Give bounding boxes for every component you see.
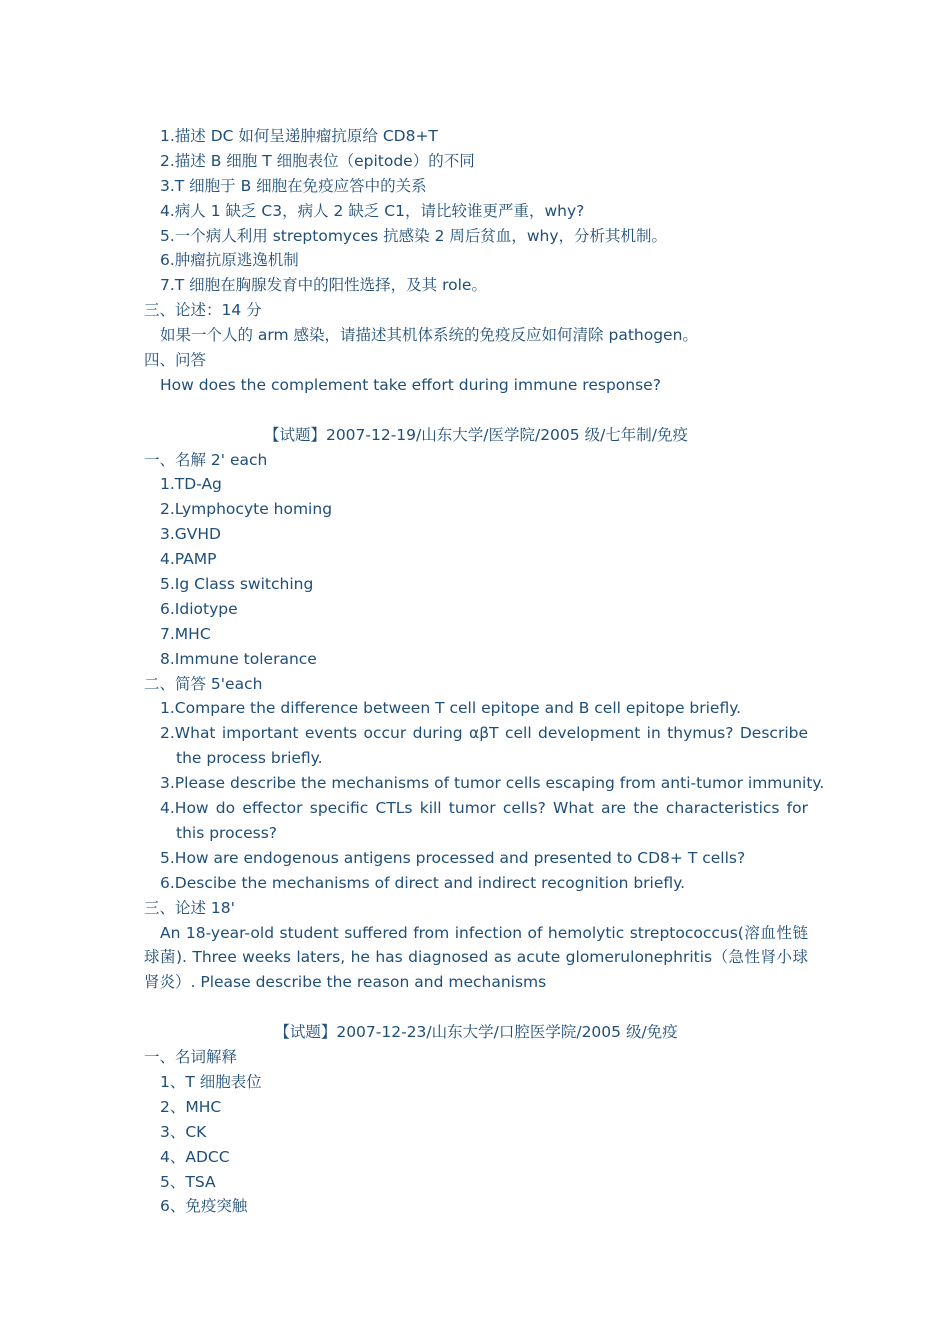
term-item: 1.TD-Ag [160, 475, 222, 494]
short-answer-item: 5.How are endogenous antigens processed and presented to CD8+ T cells? [160, 848, 746, 867]
exam-title: 【试题】2007-12-19/山东大学/医学院/2005 级/七年制/免疫 [263, 425, 689, 444]
short-answer-item: 1.Compare the difference between T cell epitope and B cell epitope briefly. [160, 699, 742, 718]
term-item: 3、CK [160, 1122, 207, 1141]
essay-heading: 三、论述 18' [144, 898, 235, 917]
short-answer-item: 7.T 细胞在胸腺发育中的阳性选择，及其 role。 [160, 276, 487, 295]
term-item: 5、TSA [160, 1172, 216, 1191]
short-answer-item: 2.描述 B 细胞 T 细胞表位（epitode）的不同 [160, 151, 475, 170]
term-item: 2、MHC [160, 1097, 222, 1116]
term-item: 6.Idiotype [160, 599, 238, 618]
spacer [144, 398, 808, 423]
term-item: 2.Lymphocyte homing [160, 500, 333, 519]
short-answer-item: 4.How do effector specific CTLs kill tumor cells? What are the characteristics for this process? [160, 799, 808, 842]
exam-title: 【试题】2007-12-23/山东大学/口腔医学院/2005 级/免疫 [274, 1023, 678, 1042]
document-content [144, 124, 825, 1219]
short-answer-item: 3.T 细胞于 B 细胞在免疫应答中的关系 [160, 176, 427, 195]
term-item: 3.GVHD [160, 525, 221, 544]
term-item: 7.MHC [160, 624, 211, 643]
term-item: 5.Ig Class switching [160, 575, 314, 594]
short-answer-heading: 二、简答 5'each [144, 674, 263, 693]
essay-heading: 三、论述：14 分 [144, 301, 262, 320]
short-answer-item: 4.病人 1 缺乏 C3，病人 2 缺乏 C1，请比较谁更严重，why? [160, 201, 585, 220]
qa-text: How does the complement take effort during immune response? [160, 375, 661, 394]
term-item: 8.Immune tolerance [160, 649, 317, 668]
essay-text: 如果一个人的 arm 感染，请描述其机体系统的免疫反应如何清除 pathogen。 [160, 326, 698, 345]
short-answer-item: 3.Please describe the mechanisms of tumor cells escaping from anti-tumor immunity. [160, 774, 825, 793]
short-answer-item: 6.Descibe the mechanisms of direct and indirect recognition briefly. [160, 873, 686, 892]
term-item: 6、免疫突触 [160, 1197, 248, 1216]
essay-text: An 18-year-old student suffered from infection of hemolytic streptococcus(溶血性链球菌). Three weeks laters, he has diagnosed as acute glomerulonephritis（急性肾小球肾炎）. Please describe the reason and mechanisms [144, 923, 808, 992]
spacer [144, 995, 808, 1020]
term-item: 1、T 细胞表位 [160, 1072, 262, 1091]
short-answer-item: 1.描述 DC 如何呈递肿瘤抗原给 CD8+T [160, 127, 438, 145]
terms-heading: 一、名词解释 [144, 1048, 238, 1067]
term-item: 4、ADCC [160, 1147, 230, 1166]
terms-heading: 一、名解 2' each [144, 450, 268, 469]
short-answer-item: 2.What important events occur during αβT cell development in thymus? Describe the process briefly. [160, 724, 808, 768]
short-answer-item: 6.肿瘤抗原逃逸机制 [160, 251, 299, 270]
term-item: 4.PAMP [160, 550, 217, 569]
qa-heading: 四、问答 [144, 351, 207, 370]
short-answer-item: 5.一个病人利用 streptomyces 抗感染 2 周后贫血，why，分析其机制。 [160, 226, 668, 245]
